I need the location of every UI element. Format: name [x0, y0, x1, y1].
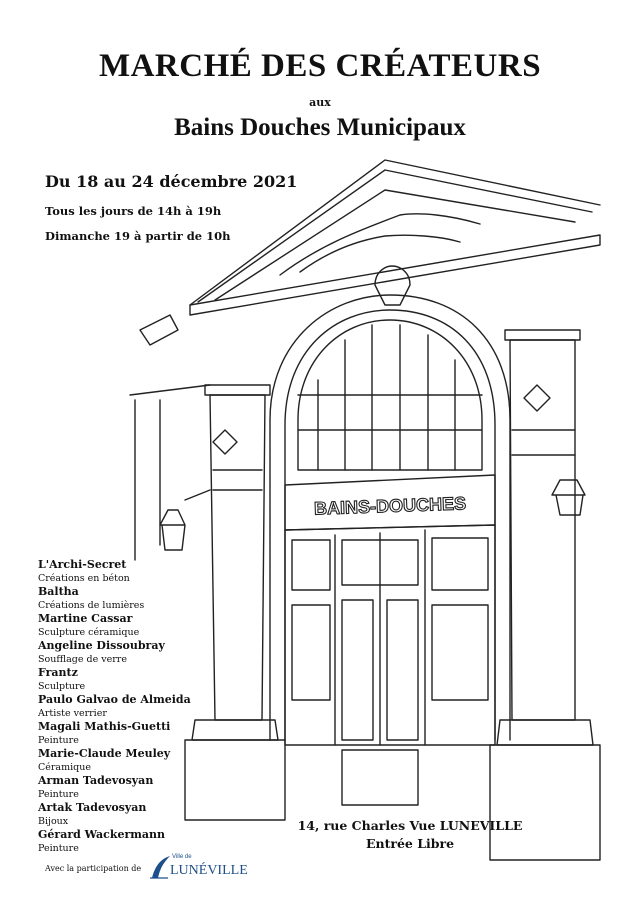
artist-item — [38, 828, 238, 855]
building-sign-text: BAINS-DOUCHES — [313, 493, 467, 519]
artist-craft: Peinture — [38, 788, 79, 800]
artist-craft: Sculpture — [38, 680, 86, 692]
artist-name: Paulo Galvao de Almeida — [38, 693, 191, 706]
artist-item — [38, 801, 238, 828]
logo-small-text: Ville de — [172, 854, 192, 860]
artist-item — [38, 639, 238, 666]
artist-name: Artak Tadevosyan — [38, 801, 147, 814]
artist-craft: Céramique — [38, 761, 91, 773]
artist-craft: Artiste verrier — [38, 707, 107, 719]
artist-name: Arman Tadevosyan — [38, 774, 154, 787]
artist-item — [38, 585, 238, 612]
luneville-logo — [148, 852, 248, 882]
page-title: MARCHÉ DES CRÉATEURS — [98, 48, 542, 84]
artist-craft: Créations de lumières — [38, 599, 145, 611]
event-address: 14, rue Charles Vue LUNEVILLE — [297, 818, 523, 833]
event-dates: Du 18 au 24 décembre 2021 — [45, 172, 298, 191]
artist-craft: Soufflage de verre — [38, 653, 127, 665]
artist-craft: Sculpture céramique — [38, 626, 140, 638]
artist-name: Baltha — [38, 585, 79, 598]
venue-title: Bains Douches Municipaux — [174, 114, 466, 141]
artist-item — [38, 693, 238, 720]
artist-craft: Créations en béton — [38, 572, 130, 584]
artist-name: Magali Mathis-Guetti — [38, 720, 171, 733]
title-connector: aux — [309, 96, 331, 109]
artist-name: L'Archi-Secret — [38, 558, 127, 571]
artist-name: Marie-Claude Meuley — [38, 747, 171, 760]
artist-item — [38, 666, 238, 693]
artist-name: Frantz — [38, 666, 78, 679]
opening-hours-daily: Tous les jours de 14h à 19h — [45, 204, 222, 218]
opening-hours-sunday: Dimanche 19 à partir de 10h — [45, 229, 231, 243]
artist-item — [38, 612, 238, 639]
artist-list — [38, 558, 238, 855]
artist-name: Martine Cassar — [38, 612, 133, 625]
artist-item — [38, 747, 238, 774]
artist-craft: Bijoux — [38, 815, 69, 827]
partner-text: Avec la participation de — [45, 864, 142, 873]
logo-name: LUNÉVILLE — [170, 863, 248, 878]
artist-craft: Peinture — [38, 734, 79, 746]
artist-item — [38, 720, 238, 747]
artist-name: Gérard Wackermann — [38, 828, 166, 841]
entry-info: Entrée Libre — [365, 836, 455, 851]
artist-item — [38, 558, 238, 585]
artist-item — [38, 774, 238, 801]
luneville-logo-mark-icon — [148, 852, 172, 882]
artist-craft: Peinture — [38, 842, 79, 854]
artist-name: Angeline Dissoubray — [38, 639, 165, 652]
